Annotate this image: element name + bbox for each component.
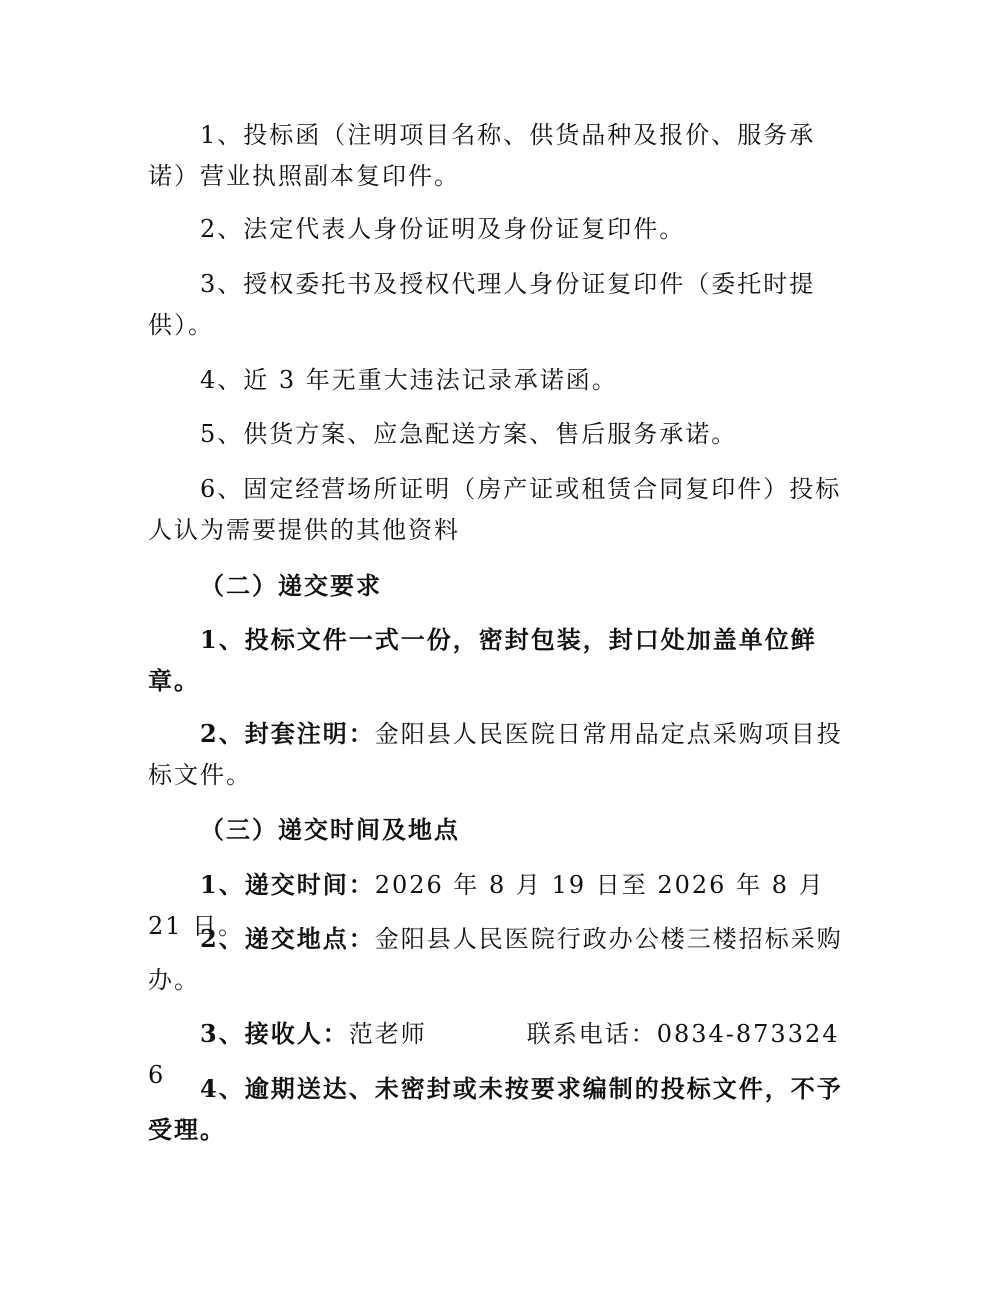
item-text: 金阳县人民医院行政办公楼三楼招标采购办。: [148, 925, 843, 994]
list-item: [148, 918, 848, 1001]
item-text: 2026 年 8 月 19 日至 2026 年 8 月 21 日。: [148, 871, 825, 940]
item-label: 1、递交时间：: [200, 870, 375, 899]
section-heading: （三）递交时间及地点: [200, 815, 460, 844]
item-label: 3、接收人：: [200, 1019, 349, 1048]
phone-label: 联系电话：: [526, 1020, 657, 1048]
list-item: 4、近 3 年无重大违法记录承诺函。: [200, 366, 618, 394]
item-text: 金阳县人民医院日常用品定点采购项目投标文件。: [148, 720, 843, 789]
list-item: 6、固定经营场所证明（房产证或租赁合同复印件）投标人认为需要提供的其他资料: [148, 475, 842, 544]
receiver-name: 范老师: [348, 1020, 427, 1048]
item-label: 2、封套注明：: [200, 719, 375, 748]
list-item: 3、授权委托书及授权代理人身份证复印件（委托时提供）。: [148, 270, 816, 339]
list-item: 1、投标函（注明项目名称、供货品种及报价、服务承诺）营业执照副本复印件。: [148, 121, 816, 190]
list-item: 4、逾期送达、未密封或未按要求编制的投标文件，不予受理。: [148, 1074, 843, 1144]
item-label: 2、递交地点：: [200, 924, 375, 953]
list-item: [148, 713, 848, 796]
phone-number: 0834-8733246: [148, 1020, 840, 1089]
section-heading: （二）递交要求: [200, 571, 382, 600]
list-item: 2、法定代表人身份证明及身份证复印件。: [200, 215, 686, 243]
list-item: 5、供货方案、应急配送方案、售后服务承诺。: [200, 420, 738, 448]
list-item: 1、投标文件一式一份，密封包装，封口处加盖单位鲜章。: [148, 625, 817, 695]
